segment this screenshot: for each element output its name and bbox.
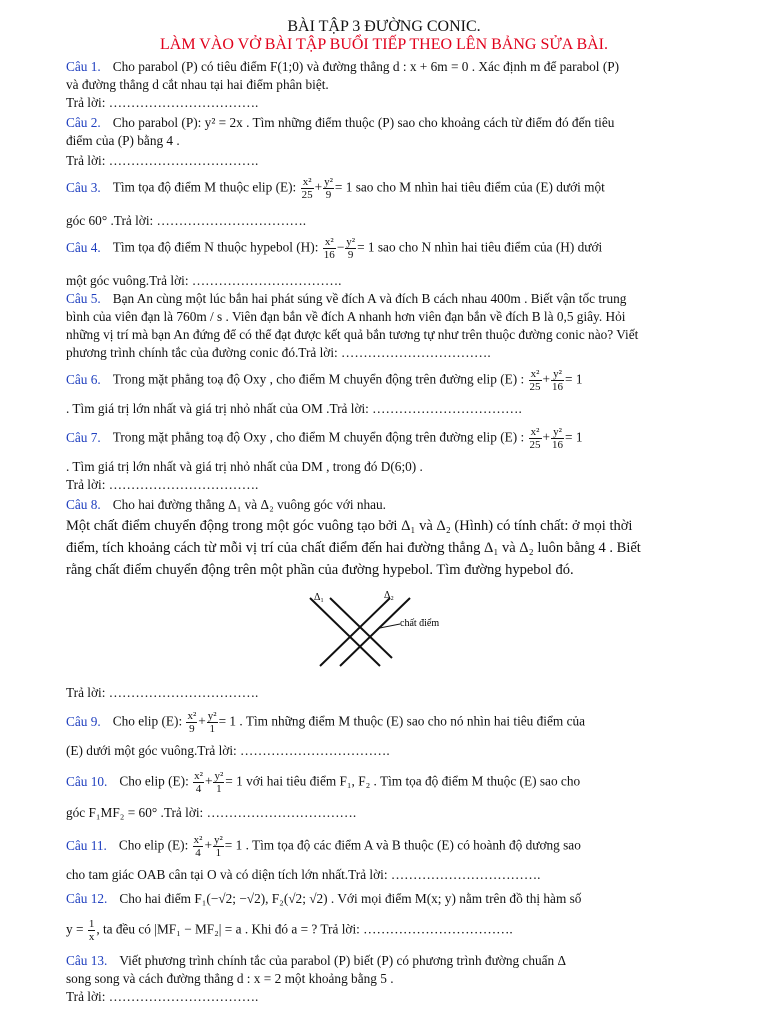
q4-text-b: sao cho N nhìn hai tiêu điểm của (H) dưới [377, 239, 603, 255]
q6-frac-y: $\frac{\text{y²}}{16}$ [552, 368, 564, 393]
q8-line1 [66, 496, 702, 513]
q12-text: Cho hai điểm F₁(−√2; −√2), F₂(√2; √2) . Với mọi điểm M(x; y) nằm trên đồ thị hàm số [119, 891, 582, 906]
q10-line2: góc F₁MF₂ = 60° .Trả lời: ……………………………. [66, 805, 357, 820]
q8-answer: Trả lời: ……………………………. [66, 685, 259, 700]
q4-label: Câu 4. [66, 239, 101, 255]
q11-line1: Câu 11. Cho elip (E): $\frac{\text{x²}}{4}$ + $\frac{\text{y²}}{1}$ = 1 . Tìm tọa độ các điểm A và B thuộc (E) có hoành độ dương sao [66, 834, 581, 859]
q6-line2: . Tìm giá trị lớn nhất và giá trị nhỏ nhất của OM .Trả lời: ……………………………. [66, 401, 522, 416]
q2-text: Cho parabol (P): y² = 2x . Tìm những điểm thuộc (P) sao cho khoảng cách từ điểm đó đến tiêu [112, 115, 615, 130]
q8-line3: điểm, tích khoảng cách từ mỗi vị trí của chất điểm đến hai đường thẳng Δ₁ và Δ₂ luôn bằng 4 . Biết [66, 540, 641, 556]
q5-line4: phương trình chính tắc của đường conic đó.Trả lời: ……………………………. [66, 345, 491, 360]
q12-label: Câu 12. [66, 891, 108, 906]
q5-text: Bạn An cùng một lúc bắn hai phát súng về đích A và đích B cách nhau 400m . Biết vận tốc trung [112, 291, 627, 306]
q9-text-b: . Tìm những điểm M thuộc (E) sao cho nó nhìn hai tiêu điểm của [239, 713, 586, 729]
q9-frac-x: $\frac{\text{x²}}{9}$ [187, 710, 197, 735]
q12-text-a: y = [66, 921, 84, 937]
q11-text: Cho elip (E): [118, 837, 189, 853]
q5-line2: bình của viên đạn là 760m / s . Viên đạn bắn về đích A nhanh hơn viên đạn bắn về đích B là 0,5 giây. Hỏi [66, 309, 626, 324]
q11-frac-x: $\frac{\text{x²}}{4}$ [193, 834, 203, 859]
q7-frac-x: $\frac{\text{x²}}{25}$ [529, 426, 541, 451]
q2-answer: Trả lời: ……………………………. [66, 153, 259, 168]
q4-text: Tìm tọa độ điểm N thuộc hypebol (H): [112, 239, 319, 255]
delta2-crossing-line [340, 598, 410, 666]
q4-line2: một góc vuông.Trả lời: ……………………………. [66, 273, 342, 288]
q3-text: Tìm tọa độ điểm M thuộc elip (E): [112, 179, 297, 195]
q10-text: Cho elip (E): [119, 773, 189, 789]
q4-frac-y: $\frac{\text{y²}}{9}$ [346, 236, 356, 261]
q1-answer: Trả lời: ……………………………. [66, 95, 259, 110]
q5-label: Câu 5. [66, 291, 101, 306]
delta1-line [310, 598, 380, 666]
q3-frac-y: $\frac{\text{y²}}{9}$ [324, 176, 333, 201]
page-title: BÀI TẬP 3 ĐƯỜNG CONIC. [287, 18, 481, 35]
q10-frac-y: $\frac{\text{y²}}{1}$ [214, 770, 224, 795]
delta2-label: Δ₂ [384, 590, 394, 601]
q10-line1: Câu 10. Cho elip (E): $\frac{\text{x²}}{4}$ + $\frac{\text{y²}}{1}$ = 1 với hai tiêu điểm F₁, F₂ . Tìm tọa độ điểm M thuộc (E) sao cho [66, 770, 581, 795]
q11-label: Câu 11. [66, 837, 107, 853]
q6-frac-x: $\frac{\text{x²}}{25}$ [529, 368, 541, 393]
q9-line2: (E) dưới một góc vuông.Trả lời: ……………………………. [66, 743, 390, 758]
q1-line2 [66, 76, 702, 93]
q1-text: Cho parabol (P) có tiêu điểm F(1;0) và đường thẳng d : x + 6m = 0 . Xác định m để parabol (P) [112, 59, 620, 74]
q7-line1: Câu 7. Trong mặt phẳng toạ độ Oxy , cho điểm M chuyển động trên đường elip (E) : $\frac{\text{x²}}{25}$ + $\frac{\text{y²}}{16}$ = 1 [66, 426, 583, 451]
q3-line1: Câu 3. Tìm tọa độ điểm M thuộc elip (E): $\frac{\text{x²}}{25}$ + $\frac{\text{y²}}{9}$ = 1 sao cho M nhìn hai tiêu điểm của (E) dưới một [66, 176, 605, 201]
q12-frac: $\frac{1}{x}$ [88, 918, 95, 943]
q3-frac-x: $\frac{\text{x²}}{25}$ [301, 176, 313, 201]
q3-line2: góc 60° .Trả lời: ……………………………. [66, 213, 307, 228]
q5-line1 [66, 290, 702, 307]
q9-line1: Câu 9. Cho elip (E): $\frac{\text{x²}}{9}$ + $\frac{\text{y²}}{1}$ = 1 . Tìm những điểm M thuộc (E) sao cho nó nhìn hai tiêu điểm của [66, 710, 586, 735]
q7-label: Câu 7. [66, 429, 101, 445]
q9-text: Cho elip (E): [112, 713, 183, 729]
q8-line4: rằng chất điểm chuyển động trên một phần của đường hypebol. Tìm đường hypebol đó. [66, 562, 574, 578]
q9-frac-y: $\frac{\text{y²}}{1}$ [207, 710, 217, 735]
delta1-label: Δ₁ [314, 592, 324, 603]
q5-line3: những vị trí mà bạn An đứng để có thể đạt được kết quả bắn tương tự như trên thuộc đường conic nào? Viết [66, 327, 639, 342]
q7-line2: . Tìm giá trị lớn nhất và giá trị nhỏ nhất của DM , trong đó D(6;0) . [66, 459, 423, 474]
q11-frac-y: $\frac{\text{y²}}{1}$ [213, 834, 223, 859]
q8-text: Cho hai đường thẳng Δ₁ và Δ₂ vuông góc với nhau. [112, 497, 387, 512]
q13-answer: Trả lời: ……………………………. [66, 989, 259, 1004]
q13-line1 [66, 952, 702, 969]
page-subtitle: LÀM VÀO VỞ BÀI TẬP BUỔI TIẾP THEO LÊN BẢNG SỬA BÀI. [160, 36, 608, 53]
q3-text-b: sao cho M nhìn hai tiêu điểm của (E) dưới một [355, 179, 605, 195]
perpendicular-lines-figure [300, 588, 460, 668]
q12-line2 [66, 918, 702, 943]
q1-line1 [66, 58, 702, 75]
q13-text: Viết phương trình chính tắc của parabol (P) biết (P) có phương trình đường chuẩn Δ [119, 953, 567, 968]
q9-label: Câu 9. [66, 713, 101, 729]
point-label: chất điểm [400, 618, 440, 629]
q11-line2: cho tam giác OAB cân tại O và có diện tích lớn nhất.Trả lời: ……………………………. [66, 867, 541, 882]
q10-text-b: với hai tiêu điểm F₁, F₂ . Tìm tọa độ điểm M thuộc (E) sao cho [246, 773, 581, 789]
q6-line1: Câu 6. Trong mặt phẳng toạ độ Oxy , cho điểm M chuyển động trên đường elip (E) : $\frac{\text{x²}}{25}$ + $\frac{\text{y²}}{16}$ = 1 [66, 368, 583, 393]
q7-text: Trong mặt phẳng toạ độ Oxy , cho điểm M chuyển động trên đường elip (E) : [112, 429, 525, 445]
q13-line2: song song và cách đường thẳng d : x = 2 một khoảng bằng 5 . [66, 971, 394, 986]
q2-line1 [66, 114, 702, 131]
delta1-crossing-line [320, 598, 390, 666]
q7-frac-y: $\frac{\text{y²}}{16}$ [552, 426, 564, 451]
q4-line1: Câu 4. Tìm tọa độ điểm N thuộc hypebol (H): $\frac{\text{x²}}{16}$ − $\frac{\text{y²}}{9}$ = 1 sao cho N nhìn hai tiêu điểm của (H) dưới [66, 236, 603, 261]
q10-frac-x: $\frac{\text{x²}}{4}$ [194, 770, 203, 795]
q3-label: Câu 3. [66, 179, 101, 195]
q1-label: Câu 1. [66, 59, 101, 74]
q2-label: Câu 2. [66, 115, 101, 130]
q13-label: Câu 13. [66, 953, 108, 968]
q8-line2: Một chất điểm chuyển động trong một góc vuông tạo bởi Δ₁ và Δ₂ (Hình) có tính chất: ở mọi thời [66, 518, 633, 534]
q6-text: Trong mặt phẳng toạ độ Oxy , cho điểm M chuyển động trên đường elip (E) : [112, 371, 525, 387]
q7-answer: Trả lời: ……………………………. [66, 477, 259, 492]
q2-line2: điểm của (P) bằng 4 . [66, 133, 180, 148]
delta2-line [330, 598, 392, 658]
q4-frac-x: $\frac{\text{x²}}{16}$ [323, 236, 335, 261]
q10-label: Câu 10. [66, 773, 108, 789]
q12-line1 [66, 890, 702, 907]
q1-text2: và đường thẳng d cắt nhau tại hai điểm phân biệt. [66, 77, 329, 92]
q6-label: Câu 6. [66, 371, 101, 387]
q12-text-b: , ta đều có |MF₁ − MF₂| = a . Khi đó a = ? Trả lời: ……………………………. [96, 921, 513, 937]
q11-text-b: . Tìm tọa độ các điểm A và B thuộc (E) có hoành độ dương sao [245, 837, 581, 853]
q8-label: Câu 8. [66, 497, 101, 512]
